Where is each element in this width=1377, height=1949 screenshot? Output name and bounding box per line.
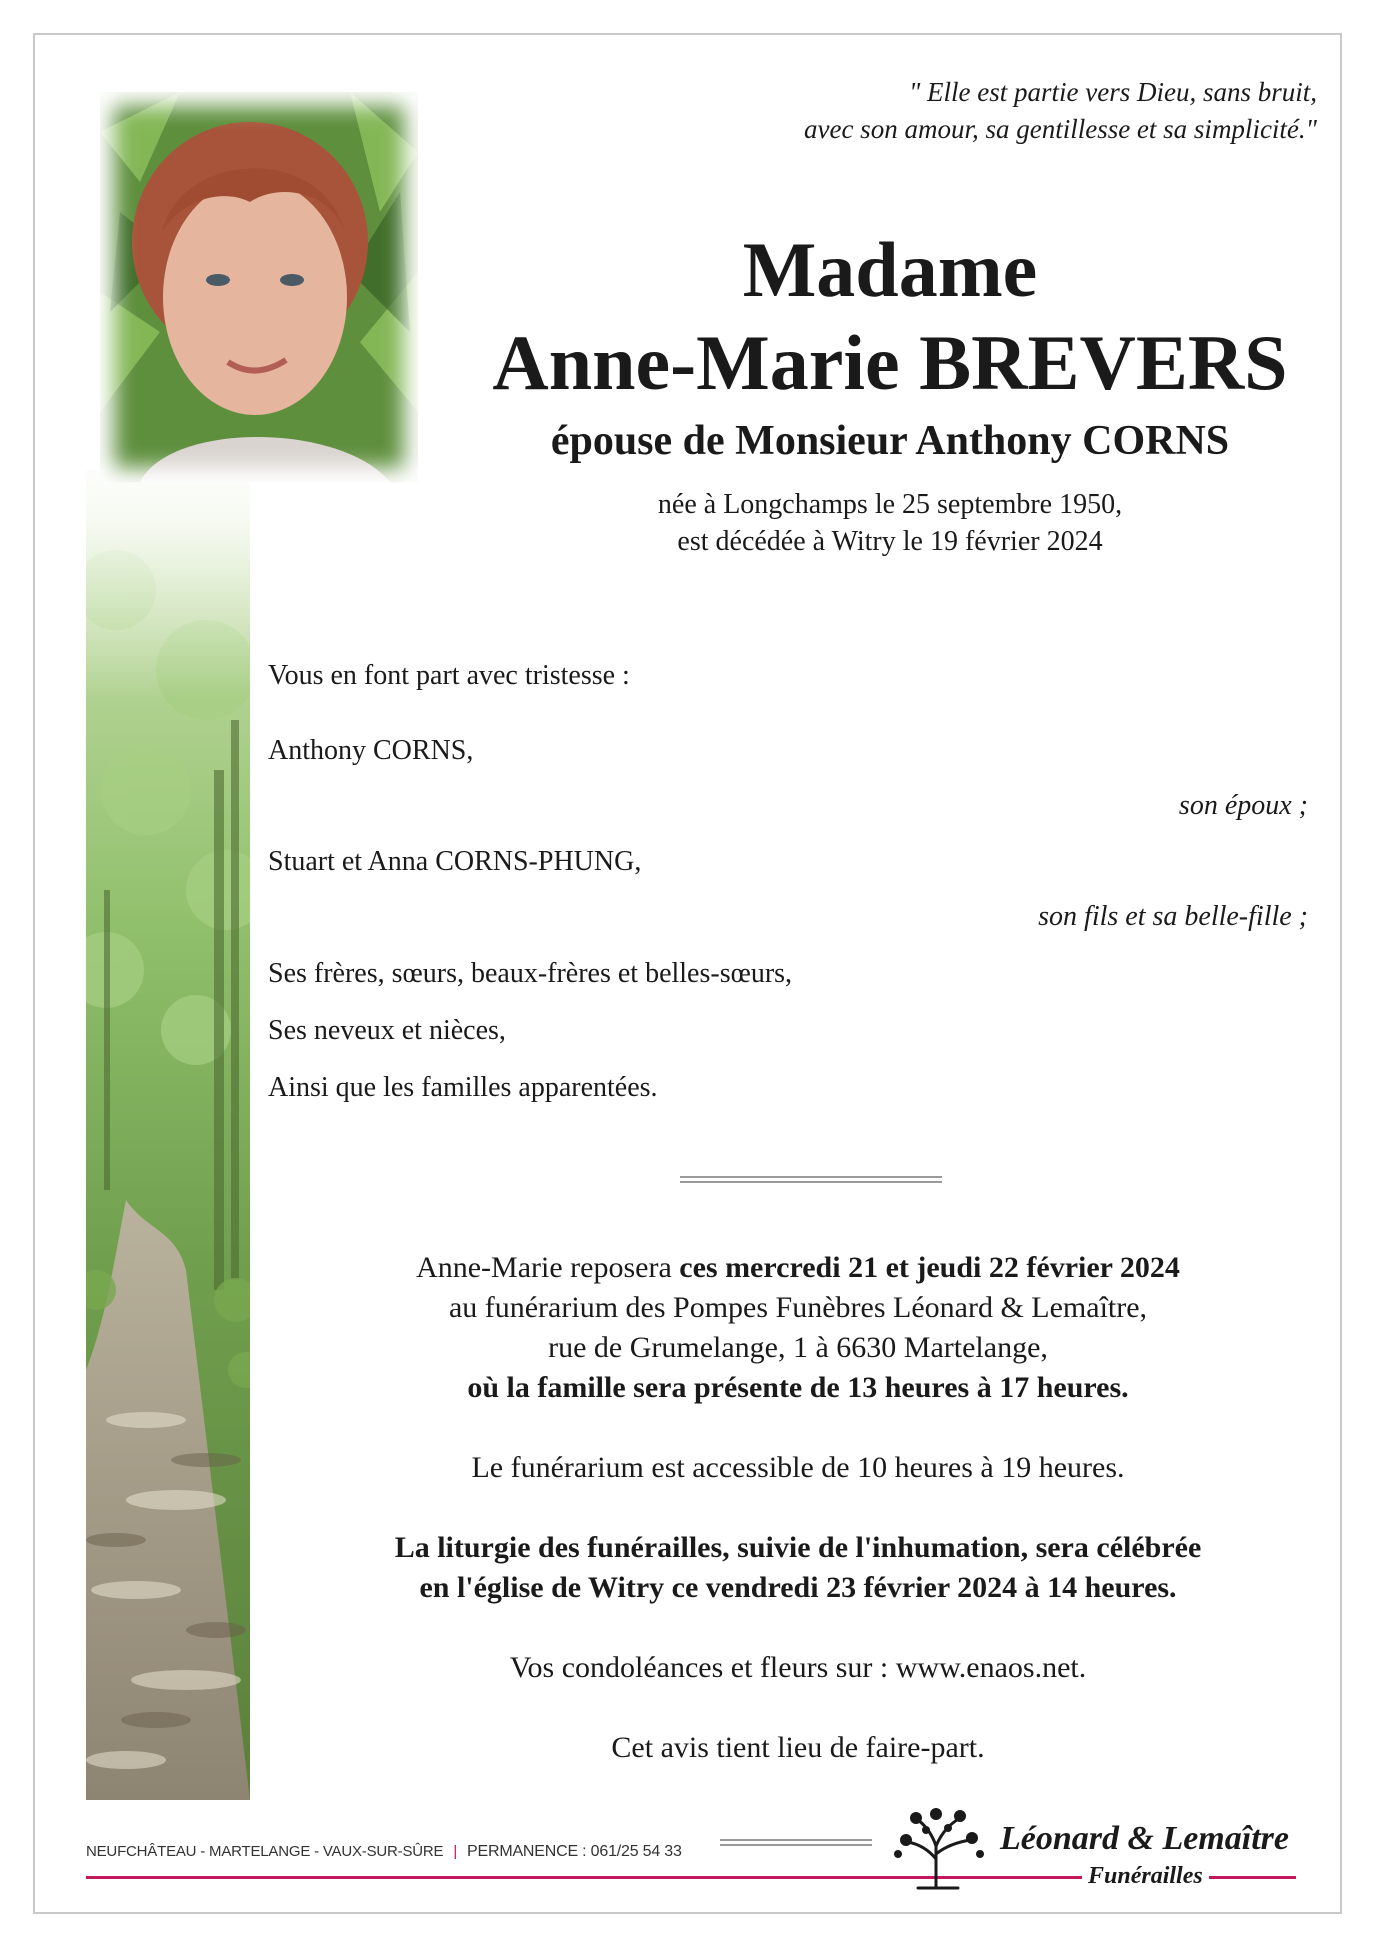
- family-presence-line: [268, 1368, 1328, 1408]
- liturgy-line-1: [268, 1528, 1328, 1568]
- quote-line-2: avec son amour, sa gentillesse et sa simplicité.": [803, 114, 1317, 144]
- mourner-name: Stuart et Anna CORNS-PHUNG,: [268, 846, 642, 877]
- liturgy-line-2: [268, 1568, 1328, 1608]
- birth-line: née à Longchamps le 25 septembre 1950,: [657, 489, 1123, 520]
- announcement-intro: Vous en font part avec tristesse :: [268, 660, 630, 691]
- mourner-name: Anthony CORNS,: [268, 735, 474, 766]
- company-subtitle: Funérailles: [1082, 1863, 1209, 1890]
- notice-line: Cet avis tient lieu de faire-part.: [611, 1731, 985, 1764]
- life-dates: [440, 486, 1340, 560]
- family-line: Ses neveux et nièces,: [268, 1015, 506, 1046]
- rest-line: [268, 1248, 1328, 1288]
- spouse-line: épouse de Monsieur Anthony CORNS: [550, 418, 1230, 464]
- honorific: Madame: [742, 226, 1038, 313]
- tree-icon: [888, 1804, 990, 1890]
- death-line: est décédée à Witry le 19 février 2024: [677, 526, 1103, 557]
- footer-divider: [720, 1839, 872, 1846]
- deceased-name: Anne-Marie BREVERS: [492, 319, 1288, 406]
- footer-info: [86, 1843, 682, 1861]
- family-line: Ainsi que les familles apparentées.: [268, 1072, 658, 1103]
- address-line: rue de Grumelange, 1 à 6630 Martelange,: [548, 1331, 1048, 1364]
- company-name: Léonard & Lemaître: [1000, 1820, 1289, 1857]
- liturgy-text-1: La liturgie des funérailles, suivie de l'inhumation, sera célébrée: [394, 1531, 1202, 1564]
- portrait-photo: [100, 92, 418, 482]
- footer-separator: |: [453, 1843, 458, 1860]
- quote-line-1: " Elle est partie vers Dieu, sans bruit,: [908, 77, 1317, 107]
- hours-line: Le funérarium est accessible de 10 heures à 19 heures.: [471, 1451, 1125, 1484]
- mourner-relation: son époux ;: [1178, 790, 1308, 821]
- epitaph-quote: [557, 74, 1317, 148]
- funeral-details: [268, 1248, 1328, 1768]
- deceased-name-block: [440, 225, 1340, 471]
- family-line: Ses frères, sœurs, beaux-frères et belles-sœurs,: [268, 958, 793, 989]
- rest-dates: ces mercredi 21 et jeudi 22 février 2024: [679, 1251, 1180, 1284]
- mourner-relation: son fils et sa belle-fille ;: [1038, 901, 1308, 932]
- condolences-line: Vos condoléances et fleurs sur : www.enaos.net.: [509, 1651, 1087, 1684]
- footer-permanence: PERMANENCE : 061/25 54 33: [467, 1843, 682, 1860]
- funerarium-line: au funérarium des Pompes Funèbres Léonard & Lemaître,: [448, 1291, 1148, 1324]
- section-divider: [680, 1176, 942, 1183]
- rest-prefix: Anne-Marie reposera: [416, 1251, 680, 1284]
- footer-locations: NEUFCHÂTEAU - MARTELANGE - VAUX-SUR-SÛRE: [86, 1843, 444, 1860]
- liturgy-text-2: en l'église de Witry ce vendredi 23 février 2024 à 14 heures.: [419, 1571, 1177, 1604]
- family-presence-text: où la famille sera présente de 13 heures à 17 heures.: [467, 1371, 1129, 1404]
